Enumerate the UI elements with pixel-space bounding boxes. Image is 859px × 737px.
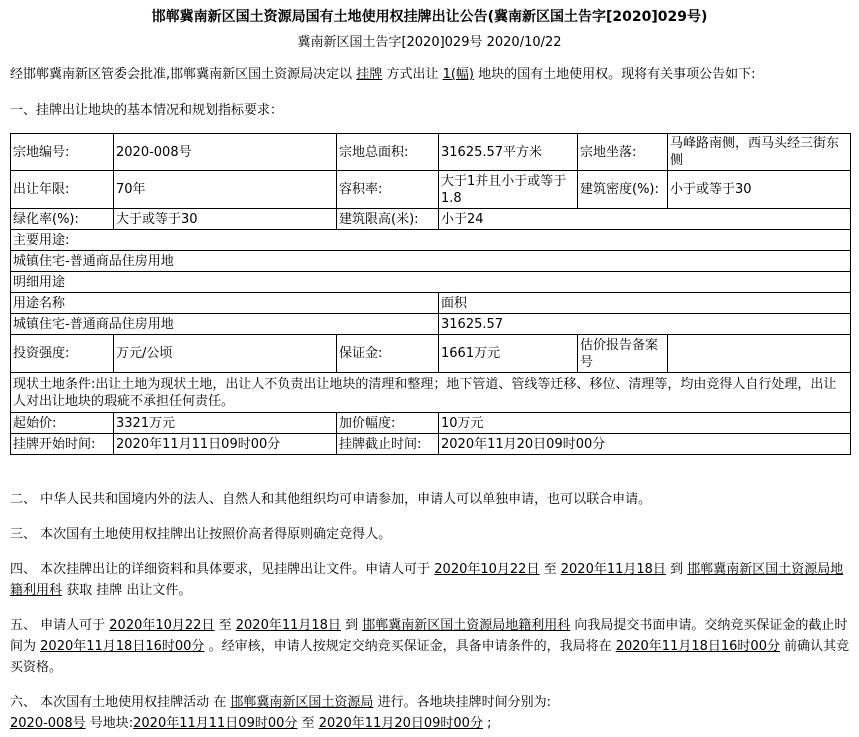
main-use-value: 城镇住宅-普通商品住房用地 <box>11 251 851 272</box>
density-label: 建筑密度(%): <box>578 171 668 209</box>
table-row <box>11 293 851 314</box>
date-link[interactable]: 2020年11月18日 <box>235 618 341 633</box>
date-link[interactable]: 2020年11月18日16时00分 <box>615 639 780 654</box>
date-link[interactable]: 2020年11月18日16时00分 <box>40 639 205 654</box>
section-4: 四、 本次挂牌出让的详细资料和具体要求，见挂牌出让文件。申请人可于 2020年10月22日 至 2020年11月18日 到 邯郸冀南新区国土资源局地籍利用科 获取 挂牌 出让文件。 <box>10 562 844 598</box>
org-link[interactable]: 邯郸冀南新区国土资源局 <box>230 695 374 710</box>
area-value: 31625.57平方米 <box>439 134 578 171</box>
far-value: 大于1并且小于或等于1.8 <box>439 171 578 209</box>
table-row <box>11 251 851 272</box>
start-time-label: 挂牌开始时间: <box>11 434 114 455</box>
use-name-value: 城镇住宅-普通商品住房用地 <box>11 314 439 335</box>
notice-title: 邯郸冀南新区国土资源局国有土地使用权挂牌出让公告(冀南新区国土告字[2020]029号) <box>151 9 708 25</box>
date-link[interactable]: 2020年11月11日09时00分 <box>133 716 298 731</box>
date-link[interactable]: 2020年10月22日 <box>434 562 540 577</box>
end-time-label: 挂牌截止时间: <box>337 434 439 455</box>
table-row <box>11 209 851 230</box>
parcel-count: 1(幅) <box>442 67 475 82</box>
detail-use-label: 明细用途 <box>11 272 851 293</box>
parcel-link[interactable]: 2020-008号 <box>10 716 86 731</box>
notice-subtitle: 冀南新区国土告字[2020]029号 2020/10/22 <box>297 35 562 50</box>
increment-label: 加价幅度: <box>337 413 439 434</box>
use-name-header: 用途名称 <box>11 293 439 314</box>
table-row <box>11 134 851 171</box>
section-1-heading: 一、挂牌出让地块的基本情况和规划指标要求： <box>10 103 284 118</box>
table-row <box>11 314 851 335</box>
appraisal-value <box>668 335 851 373</box>
table-row <box>11 434 851 455</box>
invest-label: 投资强度: <box>11 335 114 373</box>
term-label: 出让年限: <box>11 171 114 209</box>
table-row <box>11 413 851 434</box>
section-3: 三、 本次国有土地使用权挂牌出让按照价高者得原则确定竞得人。 <box>10 527 392 542</box>
date-link[interactable]: 2020年11月20日09时00分 <box>318 716 483 731</box>
table-row <box>11 171 851 209</box>
section-6: 六、 本次国有土地使用权挂牌活动 在 邯郸冀南新区国土资源局 进行。各地块挂牌时间分别为: 2020-008号 号地块:2020年11月11日09时00分 至 2020年11月20日09时00分 ; <box>10 695 551 731</box>
end-time-value: 2020年11月20日09时00分 <box>439 434 851 455</box>
date-link[interactable]: 2020年10月22日 <box>109 618 215 633</box>
deposit-value: 1661万元 <box>439 335 578 373</box>
appraisal-label: 估价报告备案号 <box>578 335 668 373</box>
table-row <box>11 335 851 373</box>
date-link[interactable]: 2020年11月18日 <box>560 562 666 577</box>
intro-paragraph: 经邯郸冀南新区管委会批准,邯郸冀南新区国土资源局决定以 挂牌 方式出让 1(幅) 地块的国有土地使用权。现将有关事项公告如下: <box>10 67 756 82</box>
height-label: 建筑限高(米): <box>337 209 439 230</box>
org-link[interactable]: 邯郸冀南新区国土资源局地籍利用科 <box>362 618 571 633</box>
location-label: 宗地坐落: <box>578 134 668 171</box>
density-value: 小于或等于30 <box>668 171 851 209</box>
transfer-method: 挂牌 <box>356 67 383 82</box>
start-time-value: 2020年11月11日09时00分 <box>114 434 337 455</box>
section-2: 二、 中华人民共和国境内外的法人、自然人和其他组织均可申请参加，申请人可以单独申请，也可以联合申请。 <box>10 492 652 507</box>
height-value: 小于24 <box>439 209 851 230</box>
area-label: 宗地总面积: <box>337 134 439 171</box>
deposit-label: 保证金: <box>337 335 439 373</box>
start-price-value: 3321万元 <box>114 413 337 434</box>
increment-value: 10万元 <box>439 413 851 434</box>
parcel-no-value: 2020-008号 <box>114 134 337 171</box>
section-5: 五、 申请人可于 2020年10月22日 至 2020年11月18日 到 邯郸冀南新区国土资源局地籍利用科 向我局提交书面申请。交纳竞买保证金的截止时间为 2020年11月18日16时00分 。经审核，申请人按规定交纳竞买保证金，具备申请条件的，我局将在 2020年11月18日16时00分 前确认其竞买资格。 <box>10 618 850 675</box>
green-value: 大于或等于30 <box>114 209 337 230</box>
table-row <box>11 230 851 251</box>
detail-area-value: 31625.57 <box>439 314 851 335</box>
parcel-info-table <box>10 133 851 455</box>
table-row <box>11 272 851 293</box>
green-label: 绿化率(%): <box>11 209 114 230</box>
current-condition: 现状土地条件:出让土地为现状土地，出让人不负责出让地块的清理和整理；地下管道、管线等迁移、移位、清理等，均由竞得人自行处理，出让人对出让地块的瑕疵不承担任何责任。 <box>11 373 851 413</box>
location-value: 马峰路南侧，西马头经三街东侧 <box>668 134 851 171</box>
detail-area-header: 面积 <box>439 293 851 314</box>
start-price-label: 起始价: <box>11 413 114 434</box>
invest-value: 万元/公顷 <box>114 335 337 373</box>
term-value: 70年 <box>114 171 337 209</box>
table-row <box>11 373 851 413</box>
far-label: 容积率: <box>337 171 439 209</box>
org-link[interactable]: 邯郸冀南新区国土资源局地籍利用科 <box>10 562 844 598</box>
parcel-no-label: 宗地编号: <box>11 134 114 171</box>
main-use-label: 主要用途: <box>11 230 851 251</box>
